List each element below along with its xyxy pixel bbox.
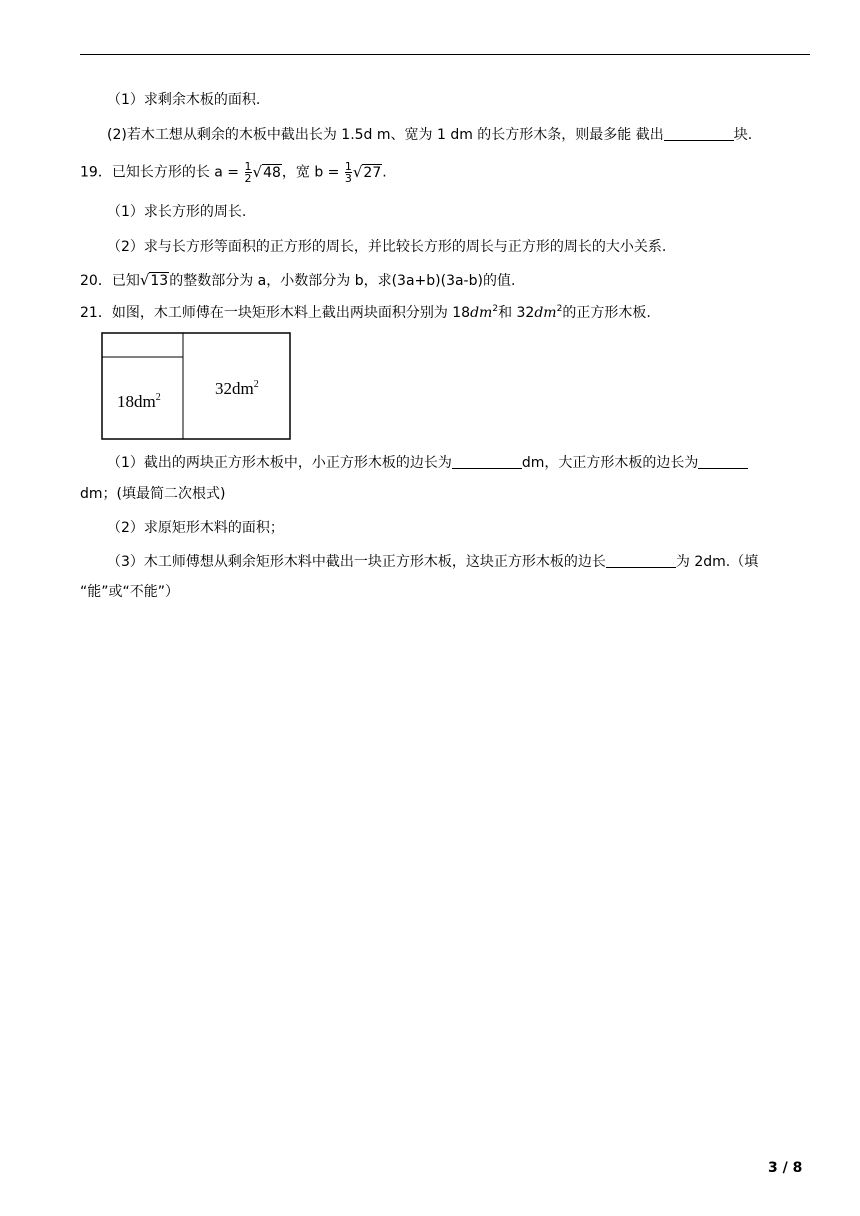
- denominator: 2: [244, 172, 252, 185]
- q20-text: 已知: [111, 273, 140, 289]
- q21-part1-text: （1）截出的两块正方形木板中，小正方形木板的边长为: [107, 455, 452, 471]
- fraction: [345, 161, 352, 184]
- q21-part1-cont: dm；(填最简二次根式): [80, 486, 226, 502]
- radicand: 27: [363, 164, 382, 181]
- radicand: 48: [263, 164, 281, 181]
- answer-blank: [698, 452, 748, 469]
- q20-stem: [80, 270, 515, 291]
- q21-text: 如图，木工师傅在一块矩形木料上截出两块面积分别为 18: [111, 305, 471, 321]
- q18-part2-end: 块.: [733, 127, 753, 143]
- header-rule: [80, 54, 810, 55]
- denominator: 3: [344, 172, 352, 185]
- question-number: 19．: [80, 164, 112, 181]
- q18-part2-text: (2)若木工想从剩余的木板中截出长为 1.5d m、宽为 1 dm 的长方形木条，则最多能 截出: [107, 127, 664, 143]
- q19-stem: [80, 161, 387, 184]
- board-outline: [102, 333, 290, 439]
- q19-text: 已知长方形的长 a =: [111, 164, 244, 181]
- q18-part1: （1）求剩余木板的面积.: [107, 92, 261, 108]
- radical-sign: √: [252, 162, 263, 181]
- small-square-label: $18dm^2$: [117, 392, 161, 411]
- q21-part3-text: 为 2dm.（填: [675, 554, 759, 570]
- radical-sign: √: [352, 162, 363, 181]
- q20-text: 的整数部分为 a，小数部分为 b，求(3a+b)(3a-b)的值.: [169, 273, 516, 289]
- q21-stem: [80, 303, 651, 323]
- q19-text: ，宽 b =: [281, 164, 344, 181]
- page-number: 3 / 8: [768, 1160, 803, 1176]
- unit: dm: [470, 305, 493, 321]
- exponent: 2: [492, 304, 499, 314]
- question-number: 21．: [80, 305, 112, 321]
- q19-part2: （2）求与长方形等面积的正方形的周长，并比较长方形的周长与正方形的周长的大小关系.: [107, 239, 667, 255]
- answer-blank: [452, 452, 522, 469]
- question-number: 20．: [80, 273, 112, 289]
- answer-blank: [664, 124, 734, 141]
- q21-part2: （2）求原矩形木料的面积；: [107, 520, 284, 536]
- q18-part2: [107, 124, 752, 145]
- q21-part1-text: dm，大正方形木板的边长为: [521, 455, 699, 471]
- q21-text: 的正方形木板.: [562, 305, 651, 321]
- fraction: [245, 161, 252, 184]
- square-root: [253, 162, 282, 183]
- radicand: 13: [150, 273, 169, 289]
- radical-sign: √: [139, 271, 150, 289]
- numerator: 1: [344, 160, 352, 173]
- numerator: 1: [244, 160, 252, 173]
- large-square-label: $32dm^2$: [215, 379, 259, 398]
- exponent: 2: [556, 304, 563, 314]
- unit: dm: [534, 305, 557, 321]
- q21-part3-cont: “能”或“不能”）: [80, 584, 180, 600]
- q19-part1: （1）求长方形的周长.: [107, 204, 247, 220]
- q21-part3: [107, 551, 758, 572]
- square-root: [140, 270, 169, 291]
- square-root: [353, 162, 382, 183]
- answer-blank: [606, 551, 676, 568]
- q19-text: .: [382, 164, 387, 181]
- q21-text: 和 32: [498, 305, 535, 321]
- wood-board-figure: [101, 332, 293, 442]
- q21-part3-text: （3）木工师傅想从剩余矩形木料中截出一块正方形木板，这块正方形木板的边长: [107, 554, 606, 570]
- q21-part1: [107, 452, 748, 473]
